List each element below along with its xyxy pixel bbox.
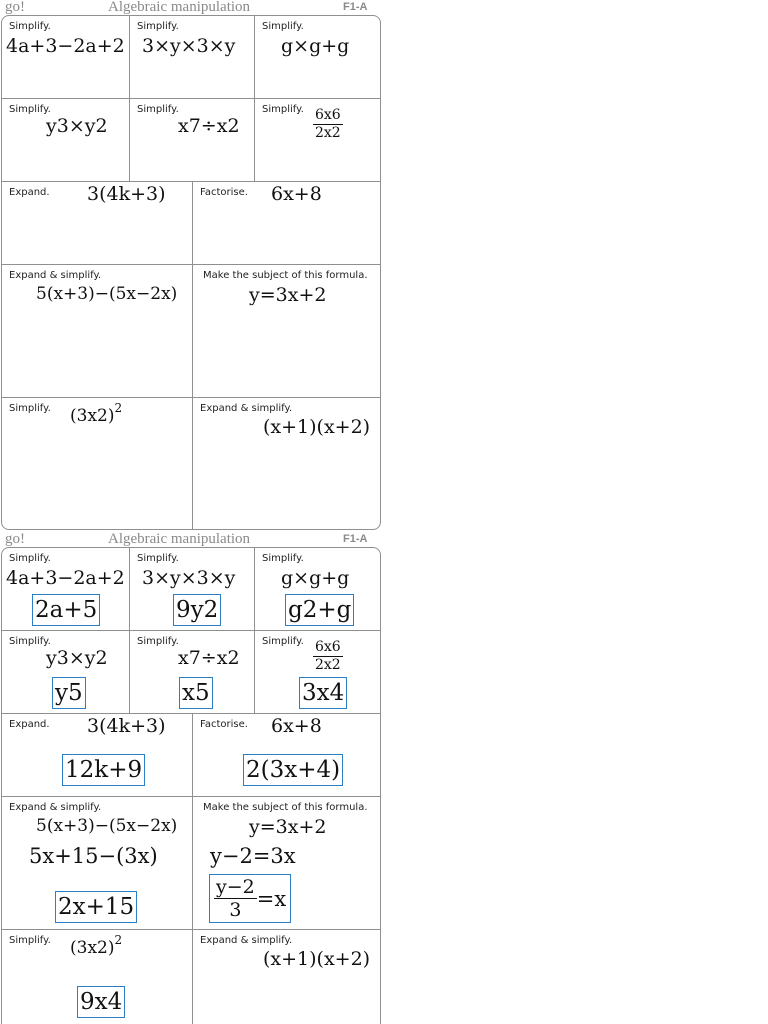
question-q7: 3(4k+3) bbox=[87, 183, 166, 205]
question-q9: 5(x+3)−(5x−2x) bbox=[36, 816, 178, 836]
question-q11-base: (3x2) bbox=[70, 406, 115, 426]
question-q11-base: (3x2) bbox=[70, 938, 115, 958]
cell-label: Expand. bbox=[9, 187, 50, 198]
cell-label: Expand & simplify. bbox=[9, 802, 102, 813]
answer-fraction bbox=[214, 876, 257, 921]
cell-label: Simplify. bbox=[9, 636, 51, 647]
cell-a5 bbox=[130, 631, 255, 714]
question-q11 bbox=[70, 933, 122, 958]
question-q3: g×g+g bbox=[281, 567, 350, 589]
cell-label: Make the subject of this formula. bbox=[203, 802, 368, 813]
answer-rest: =x bbox=[256, 886, 287, 911]
question-q11-power: 2 bbox=[114, 933, 123, 947]
cell-q4 bbox=[2, 99, 130, 182]
question-q10: y=3x+2 bbox=[249, 816, 327, 838]
question-q12: (x+1)(x+2) bbox=[263, 416, 371, 438]
fraction-denominator: 2x2 bbox=[315, 125, 341, 141]
question-q4: y3×y2 bbox=[46, 115, 108, 137]
cell-label: Simplify. bbox=[9, 553, 51, 564]
cell-q10 bbox=[193, 265, 381, 398]
fraction-numerator: 6x6 bbox=[315, 107, 341, 123]
cell-label: Expand & simplify. bbox=[200, 403, 293, 414]
cell-q8 bbox=[193, 182, 381, 265]
cell-q12 bbox=[193, 398, 381, 530]
question-q6-fraction bbox=[313, 107, 343, 142]
cell-a7 bbox=[2, 714, 193, 797]
cell-label: Simplify. bbox=[9, 21, 51, 32]
question-q11-power: 2 bbox=[114, 401, 123, 415]
cell-label: Simplify. bbox=[137, 104, 179, 115]
cell-a11 bbox=[2, 930, 193, 1024]
answer-box-a5: x5 bbox=[179, 677, 213, 709]
header-code: F1-A bbox=[343, 533, 368, 545]
answer-box-a7: 12k+9 bbox=[62, 754, 145, 786]
sheet-header bbox=[0, 0, 382, 16]
fraction-denominator: 3 bbox=[229, 899, 242, 921]
answer-grid bbox=[1, 547, 381, 1024]
answer-box-a3: g2+g bbox=[285, 594, 354, 626]
cell-a9 bbox=[2, 797, 193, 930]
question-q8: 6x+8 bbox=[271, 183, 322, 205]
cell-q9 bbox=[2, 265, 193, 398]
fraction-numerator: y−2 bbox=[216, 876, 255, 898]
cell-label: Simplify. bbox=[262, 104, 304, 115]
worksheet-questions bbox=[0, 0, 382, 530]
fraction-numerator: 6x6 bbox=[315, 639, 341, 655]
header-code: F1-A bbox=[343, 1, 368, 13]
question-q9: 5(x+3)−(5x−2x) bbox=[36, 284, 178, 304]
cell-q7 bbox=[2, 182, 193, 265]
cell-a2 bbox=[130, 548, 255, 631]
cell-label: Factorise. bbox=[200, 187, 248, 198]
question-q5: x7÷x2 bbox=[178, 647, 240, 669]
cell-label: Simplify. bbox=[137, 21, 179, 32]
cell-label: Expand. bbox=[9, 719, 50, 730]
sheet-header bbox=[0, 532, 382, 548]
question-q3: g×g+g bbox=[281, 35, 350, 57]
cell-a3 bbox=[255, 548, 381, 631]
header-go: go! bbox=[5, 0, 25, 15]
cell-q5 bbox=[130, 99, 255, 182]
answer-box-a8: 2(3x+4) bbox=[243, 754, 343, 786]
question-q11 bbox=[70, 401, 122, 426]
cell-q6 bbox=[255, 99, 381, 182]
answer-box-a4: y5 bbox=[52, 677, 86, 709]
cell-label: Factorise. bbox=[200, 719, 248, 730]
cell-label: Simplify. bbox=[262, 636, 304, 647]
question-q12: (x+1)(x+2) bbox=[263, 948, 371, 970]
cell-label: Simplify. bbox=[9, 104, 51, 115]
cell-label: Expand & simplify. bbox=[9, 270, 102, 281]
working-a10: y−2=3x bbox=[210, 844, 296, 868]
question-q1: 4a+3−2a+2 bbox=[6, 35, 125, 57]
answer-box-a9: 2x+15 bbox=[55, 891, 137, 923]
cell-label: Simplify. bbox=[9, 935, 51, 946]
cell-a12 bbox=[193, 930, 381, 1024]
worksheet-answers bbox=[0, 532, 382, 1024]
answer-box-a1: 2a+5 bbox=[32, 594, 100, 626]
cell-label: Simplify. bbox=[9, 403, 51, 414]
question-q6-fraction bbox=[313, 639, 343, 674]
question-q2: 3×y×3×y bbox=[142, 35, 236, 57]
question-q5: x7÷x2 bbox=[178, 115, 240, 137]
answer-box-a2: 9y2 bbox=[173, 594, 221, 626]
cell-a6 bbox=[255, 631, 381, 714]
question-q4: y3×y2 bbox=[46, 647, 108, 669]
header-title: Algebraic manipulation bbox=[108, 531, 251, 547]
cell-label: Simplify. bbox=[262, 553, 304, 564]
working-a9: 5x+15−(3x) bbox=[29, 844, 158, 868]
answer-box-a11: 9x4 bbox=[77, 986, 125, 1018]
cell-label: Simplify. bbox=[262, 21, 304, 32]
question-grid bbox=[1, 15, 381, 530]
question-q2: 3×y×3×y bbox=[142, 567, 236, 589]
cell-label: Simplify. bbox=[137, 553, 179, 564]
answer-box-a10 bbox=[209, 874, 291, 923]
question-q7: 3(4k+3) bbox=[87, 715, 166, 737]
cell-q1 bbox=[2, 16, 130, 99]
question-q10: y=3x+2 bbox=[249, 284, 327, 306]
cell-q3 bbox=[255, 16, 381, 99]
cell-a10 bbox=[193, 797, 381, 930]
answer-box-a6: 3x4 bbox=[299, 677, 347, 709]
header-title: Algebraic manipulation bbox=[108, 0, 251, 15]
fraction-denominator: 2x2 bbox=[315, 657, 341, 673]
header-go: go! bbox=[5, 531, 25, 547]
cell-a4 bbox=[2, 631, 130, 714]
cell-label: Make the subject of this formula. bbox=[203, 270, 368, 281]
cell-q2 bbox=[130, 16, 255, 99]
cell-label: Expand & simplify. bbox=[200, 935, 293, 946]
cell-q11 bbox=[2, 398, 193, 530]
cell-a8 bbox=[193, 714, 381, 797]
cell-a1 bbox=[2, 548, 130, 631]
question-q8: 6x+8 bbox=[271, 715, 322, 737]
question-q1: 4a+3−2a+2 bbox=[6, 567, 125, 589]
cell-label: Simplify. bbox=[137, 636, 179, 647]
